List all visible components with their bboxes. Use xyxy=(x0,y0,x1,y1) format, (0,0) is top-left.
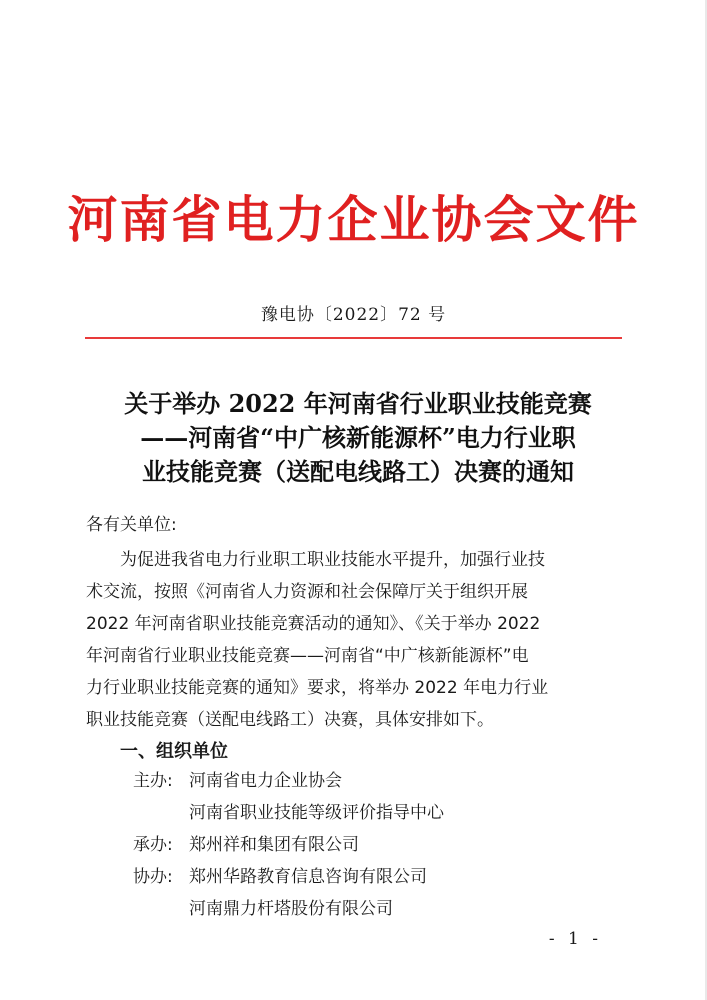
co-organizer-role-label: 协办: xyxy=(133,867,173,887)
organizer-row xyxy=(133,832,359,858)
document-number: 豫电协〔2022〕72 号 xyxy=(260,305,447,325)
co-organizer-row xyxy=(133,864,427,890)
body-paragraph xyxy=(86,544,616,736)
organizer-role-label: 承办: xyxy=(133,835,173,855)
red-divider-line xyxy=(85,337,622,339)
body-line: 2022 年河南省职业技能竞赛活动的通知》、《关于举办 2022 xyxy=(86,614,541,634)
sponsor-name-2: 河南省职业技能等级评价指导中心 xyxy=(189,803,444,823)
sponsor-row xyxy=(133,768,342,794)
issuing-org-title: 河南省电力企业协会文件 xyxy=(67,190,640,249)
notice-title xyxy=(78,387,638,489)
sponsor-role-label: 主办: xyxy=(133,771,173,791)
page-number: - 1 - xyxy=(548,929,602,949)
body-line: 职业技能竞赛（送配电线路工）决赛，具体安排如下。 xyxy=(86,710,494,730)
salutation: 各有关单位: xyxy=(86,515,177,535)
notice-title-line: 关于举办 2022 年河南省行业职业技能竞赛 xyxy=(124,389,592,418)
sponsor-name: 河南省电力企业协会 xyxy=(189,771,342,791)
body-line: 年河南省行业职业技能竞赛——河南省“中广核新能源杯”电 xyxy=(86,646,529,666)
section-heading-organizers: 一、组织单位 xyxy=(120,741,228,762)
body-line: 术交流，按照《河南省人力资源和社会保障厅关于组织开展 xyxy=(86,582,528,602)
co-organizer-name-2: 河南鼎力杆塔股份有限公司 xyxy=(189,899,393,919)
co-organizer-name: 郑州华路教育信息咨询有限公司 xyxy=(189,867,427,887)
notice-title-line: ——河南省“中广核新能源杯”电力行业职 xyxy=(140,423,576,452)
notice-title-line: 业技能竞赛（送配电线路工）决赛的通知 xyxy=(142,457,574,486)
body-line: 为促进我省电力行业职工职业技能水平提升，加强行业技 xyxy=(86,550,545,570)
body-line: 力行业职业技能竞赛的通知》要求，将举办 2022 年电力行业 xyxy=(86,678,549,698)
organizer-name: 郑州祥和集团有限公司 xyxy=(189,835,359,855)
